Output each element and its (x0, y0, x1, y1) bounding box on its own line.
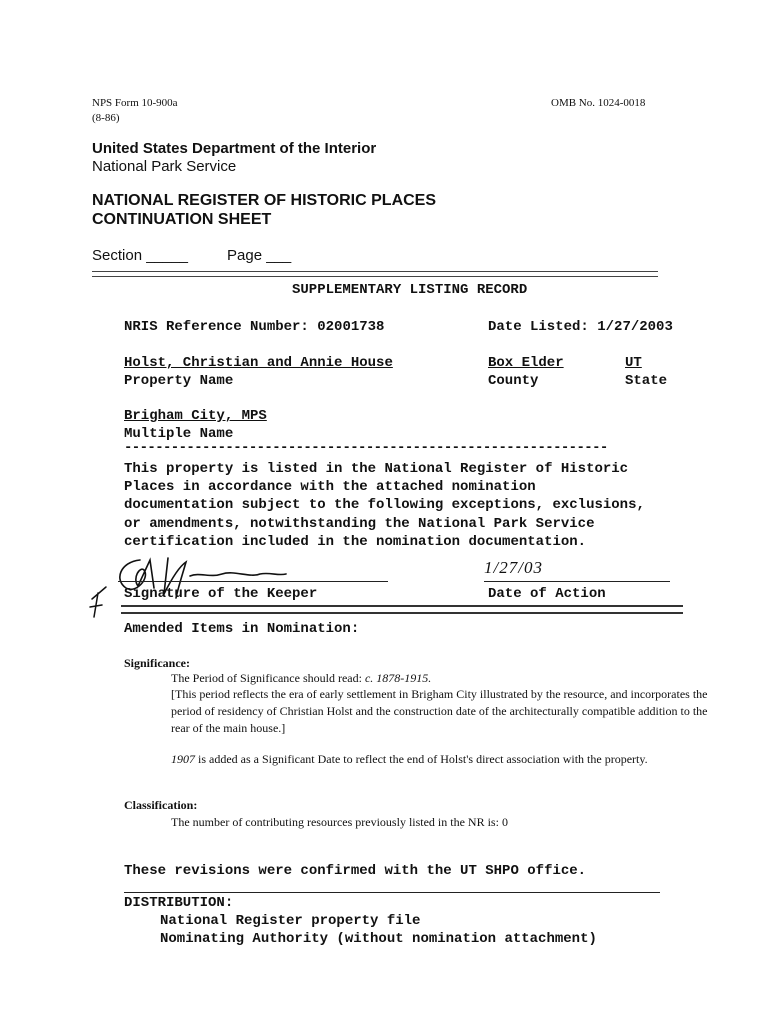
header-double-rule (92, 271, 658, 277)
register-title: NATIONAL REGISTER OF HISTORIC PLACES (92, 192, 437, 209)
multiple-name: Brigham City, MPS (124, 408, 267, 424)
nris-reference (124, 319, 384, 335)
state-value: UT (625, 355, 642, 371)
sheet-title: CONTINUATION SHEET (92, 211, 272, 228)
significance-label: Significance: (124, 656, 190, 670)
section-blank: _____ (146, 247, 188, 264)
page-label: Page (227, 247, 263, 264)
date-listed-value: 1/27/2003 (597, 319, 673, 335)
date-line (484, 581, 670, 582)
property-name-label: Property Name (124, 373, 234, 389)
classification-label: Classification: (124, 798, 198, 812)
section-label: Section (92, 247, 143, 264)
county-label: County (488, 373, 539, 389)
state-label: State (625, 373, 668, 389)
date-listed-label: Date Listed: (488, 319, 589, 335)
nris-value: 02001738 (317, 319, 385, 335)
service-name: National Park Service (92, 158, 237, 175)
property-name: Holst, Christian and Annie House (124, 355, 393, 371)
date-listed (488, 319, 673, 335)
date-of-action-label: Date of Action (488, 586, 606, 602)
classification-text: The number of contributing resources previously listed in the NR is: 0 (171, 815, 508, 829)
significant-date-text: is added as a Significant Date to reflect the end of Holst's direct association with the property. (195, 752, 648, 766)
signature-double-rule (121, 605, 683, 614)
amended-items-label: Amended Items in Nomination: (124, 621, 360, 637)
section-field (92, 247, 188, 264)
check-mark-icon (88, 585, 110, 619)
record-heading: SUPPLEMENTARY LISTING RECORD (292, 282, 528, 298)
form-date: (8-86) (92, 112, 120, 124)
page-blank: ___ (266, 247, 292, 264)
signature-line (118, 581, 388, 582)
period-prefix: The Period of Significance should read: (171, 671, 365, 685)
significance-note: [This period reflects the era of early settlement in Brigham City illustrated by the resource, and incorporates the period of residency of Christian Holst and the construction date of the architecturally compatible addition to the rear of the main house.] (171, 687, 708, 735)
omb-number: OMB No. 1024-0018 (551, 97, 646, 109)
county-value: Box Elder (488, 355, 564, 371)
page-field (227, 247, 291, 264)
listing-statement: This property is listed in the National Register of Historic Places in accordance with the attached nomination documentation subject to the following exceptions, exclusions, or amendments, notwithstanding the National Park Service certification included in the nomination documentation. (124, 461, 645, 550)
dash-rule: -------------------------------------------------------------- (124, 440, 608, 456)
confirmation-text: These revisions were confirmed with the UT SHPO office. (124, 863, 587, 879)
significant-date-note (171, 752, 648, 767)
significant-date: 1907 (171, 752, 195, 766)
form-number: NPS Form 10-900a (92, 97, 178, 109)
nris-label: NRIS Reference Number: (124, 319, 309, 335)
signature-label: Signature of the Keeper (124, 586, 318, 602)
action-date-handwritten: 1/27/03 (484, 558, 543, 577)
period-of-significance (171, 671, 431, 686)
distribution-item: Nominating Authority (without nomination attachment) (160, 931, 597, 947)
period-value: c. 1878-1915. (364, 671, 432, 685)
distribution-label: DISTRIBUTION: (124, 895, 234, 911)
footer-rule (124, 892, 660, 893)
multiple-name-label: Multiple Name (124, 426, 234, 442)
distribution-item: National Register property file (160, 913, 421, 929)
department-name: United States Department of the Interior (92, 140, 377, 157)
